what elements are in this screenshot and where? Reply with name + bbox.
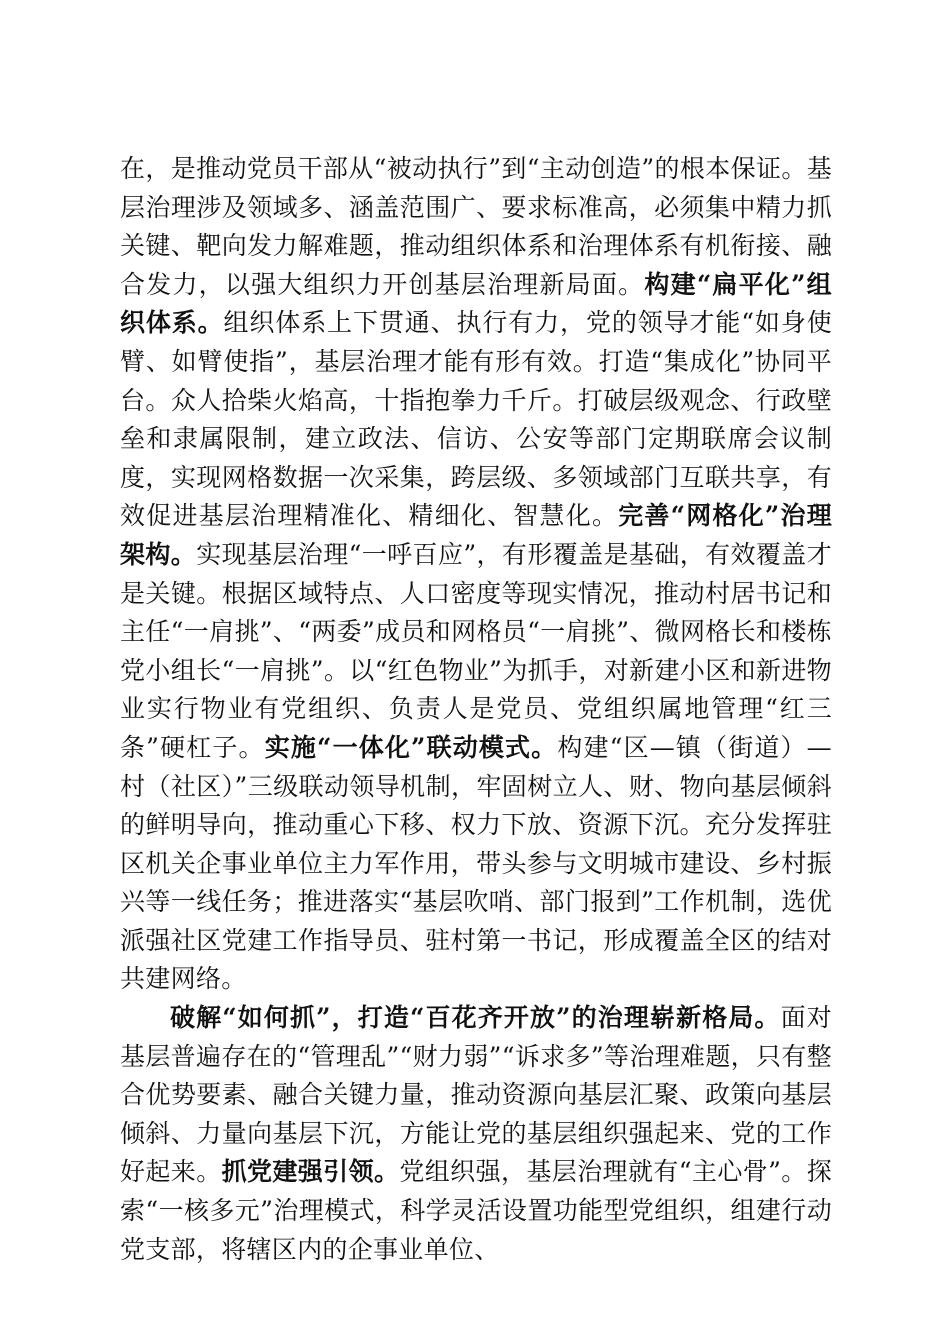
- paragraph-1-text-4: 构建“区—镇（街道）—村（社区）”三级联动领导机制，牢固树立人、财、物向基层倾斜的鲜明导向，推动重心下移、权力下放、资源下沉。充分发挥驻区机关企事业单位主力军作用，带头参与文明城市建设、乡村振兴等一线任务；推进落实“基层吹哨、部门报到”工作机制，选优派强社区党建工作指导员、驻村第一书记，形成覆盖全区的结对共建网络。: [120, 732, 832, 994]
- heading-flat-organization: 构建“扁平化”组织体系。: [120, 269, 832, 338]
- heading-party-leadership: 抓党建强引领。: [221, 1157, 400, 1187]
- paragraph-2: [120, 999, 832, 1269]
- paragraph-2-text: 面对基层普遍存在的“管理乱”“财力弱”“诉求多”等治理难题，只有整合优势要素、融合关键力量，推动资源向基层汇聚、政策向基层倾斜、力量向基层下沉，方能让党的基层组织强起来、党的工作好起来。: [120, 1003, 832, 1187]
- paragraph-1-text-3: 实现基层治理“一呼百应”，有形覆盖是基础，有效覆盖才是关键。根据区域特点、人口密度等现实情况，推动村居书记和主任“一肩挑”、“两委”成员和网格员“一肩挑”、微网格长和楼栋党小组长“一肩挑”。以“红色物业”为抓手，对新建小区和新进物业实行物业有党组织、负责人是党员、党组织属地管理“红三条”硬杠子。: [120, 539, 832, 762]
- paragraph-1-text-2: 组织体系上下贯通、执行有力，党的领导才能“如身使臂、如臂使指”，基层治理才能有形有效。打造“集成化”协同平台。众人拾柴火焰高，十指抱拳力千斤。打破层级观念、行政壁垒和隶属限制，建立政法、信访、公安等部门定期联席会议制度，实现网格数据一次采集，跨层级、多领域部门互联共享，有效促进基层治理精准化、精细化、智慧化。: [120, 308, 832, 531]
- heading-grid-governance: 完善“网格化”治理架构。: [120, 501, 833, 569]
- paragraph-1: [120, 150, 832, 999]
- heading-integrated-linkage: 实施“一体化”联动模式。: [264, 732, 558, 762]
- paragraph-2-text-2: 党组织强，基层治理就有“主心骨”。探索“一核多元”治理模式，科学灵活设置功能型党组织，组建行动党支部，将辖区内的企事业单位、: [120, 1157, 832, 1264]
- document-body: [120, 150, 832, 1269]
- heading-how-to-grasp: 破解“如何抓”，打造“百花齐开放”的治理崭新格局。: [170, 1003, 781, 1033]
- paragraph-1-text: 在，是推动党员干部从“被动执行”到“主动创造”的根本保证。基层治理涉及领域多、涵盖范围广、要求标准高，必须集中精力抓关键、靶向发力解难题，推动组织体系和治理体系有机衔接、融合发力，以强大组织力开创基层治理新局面。: [120, 154, 833, 299]
